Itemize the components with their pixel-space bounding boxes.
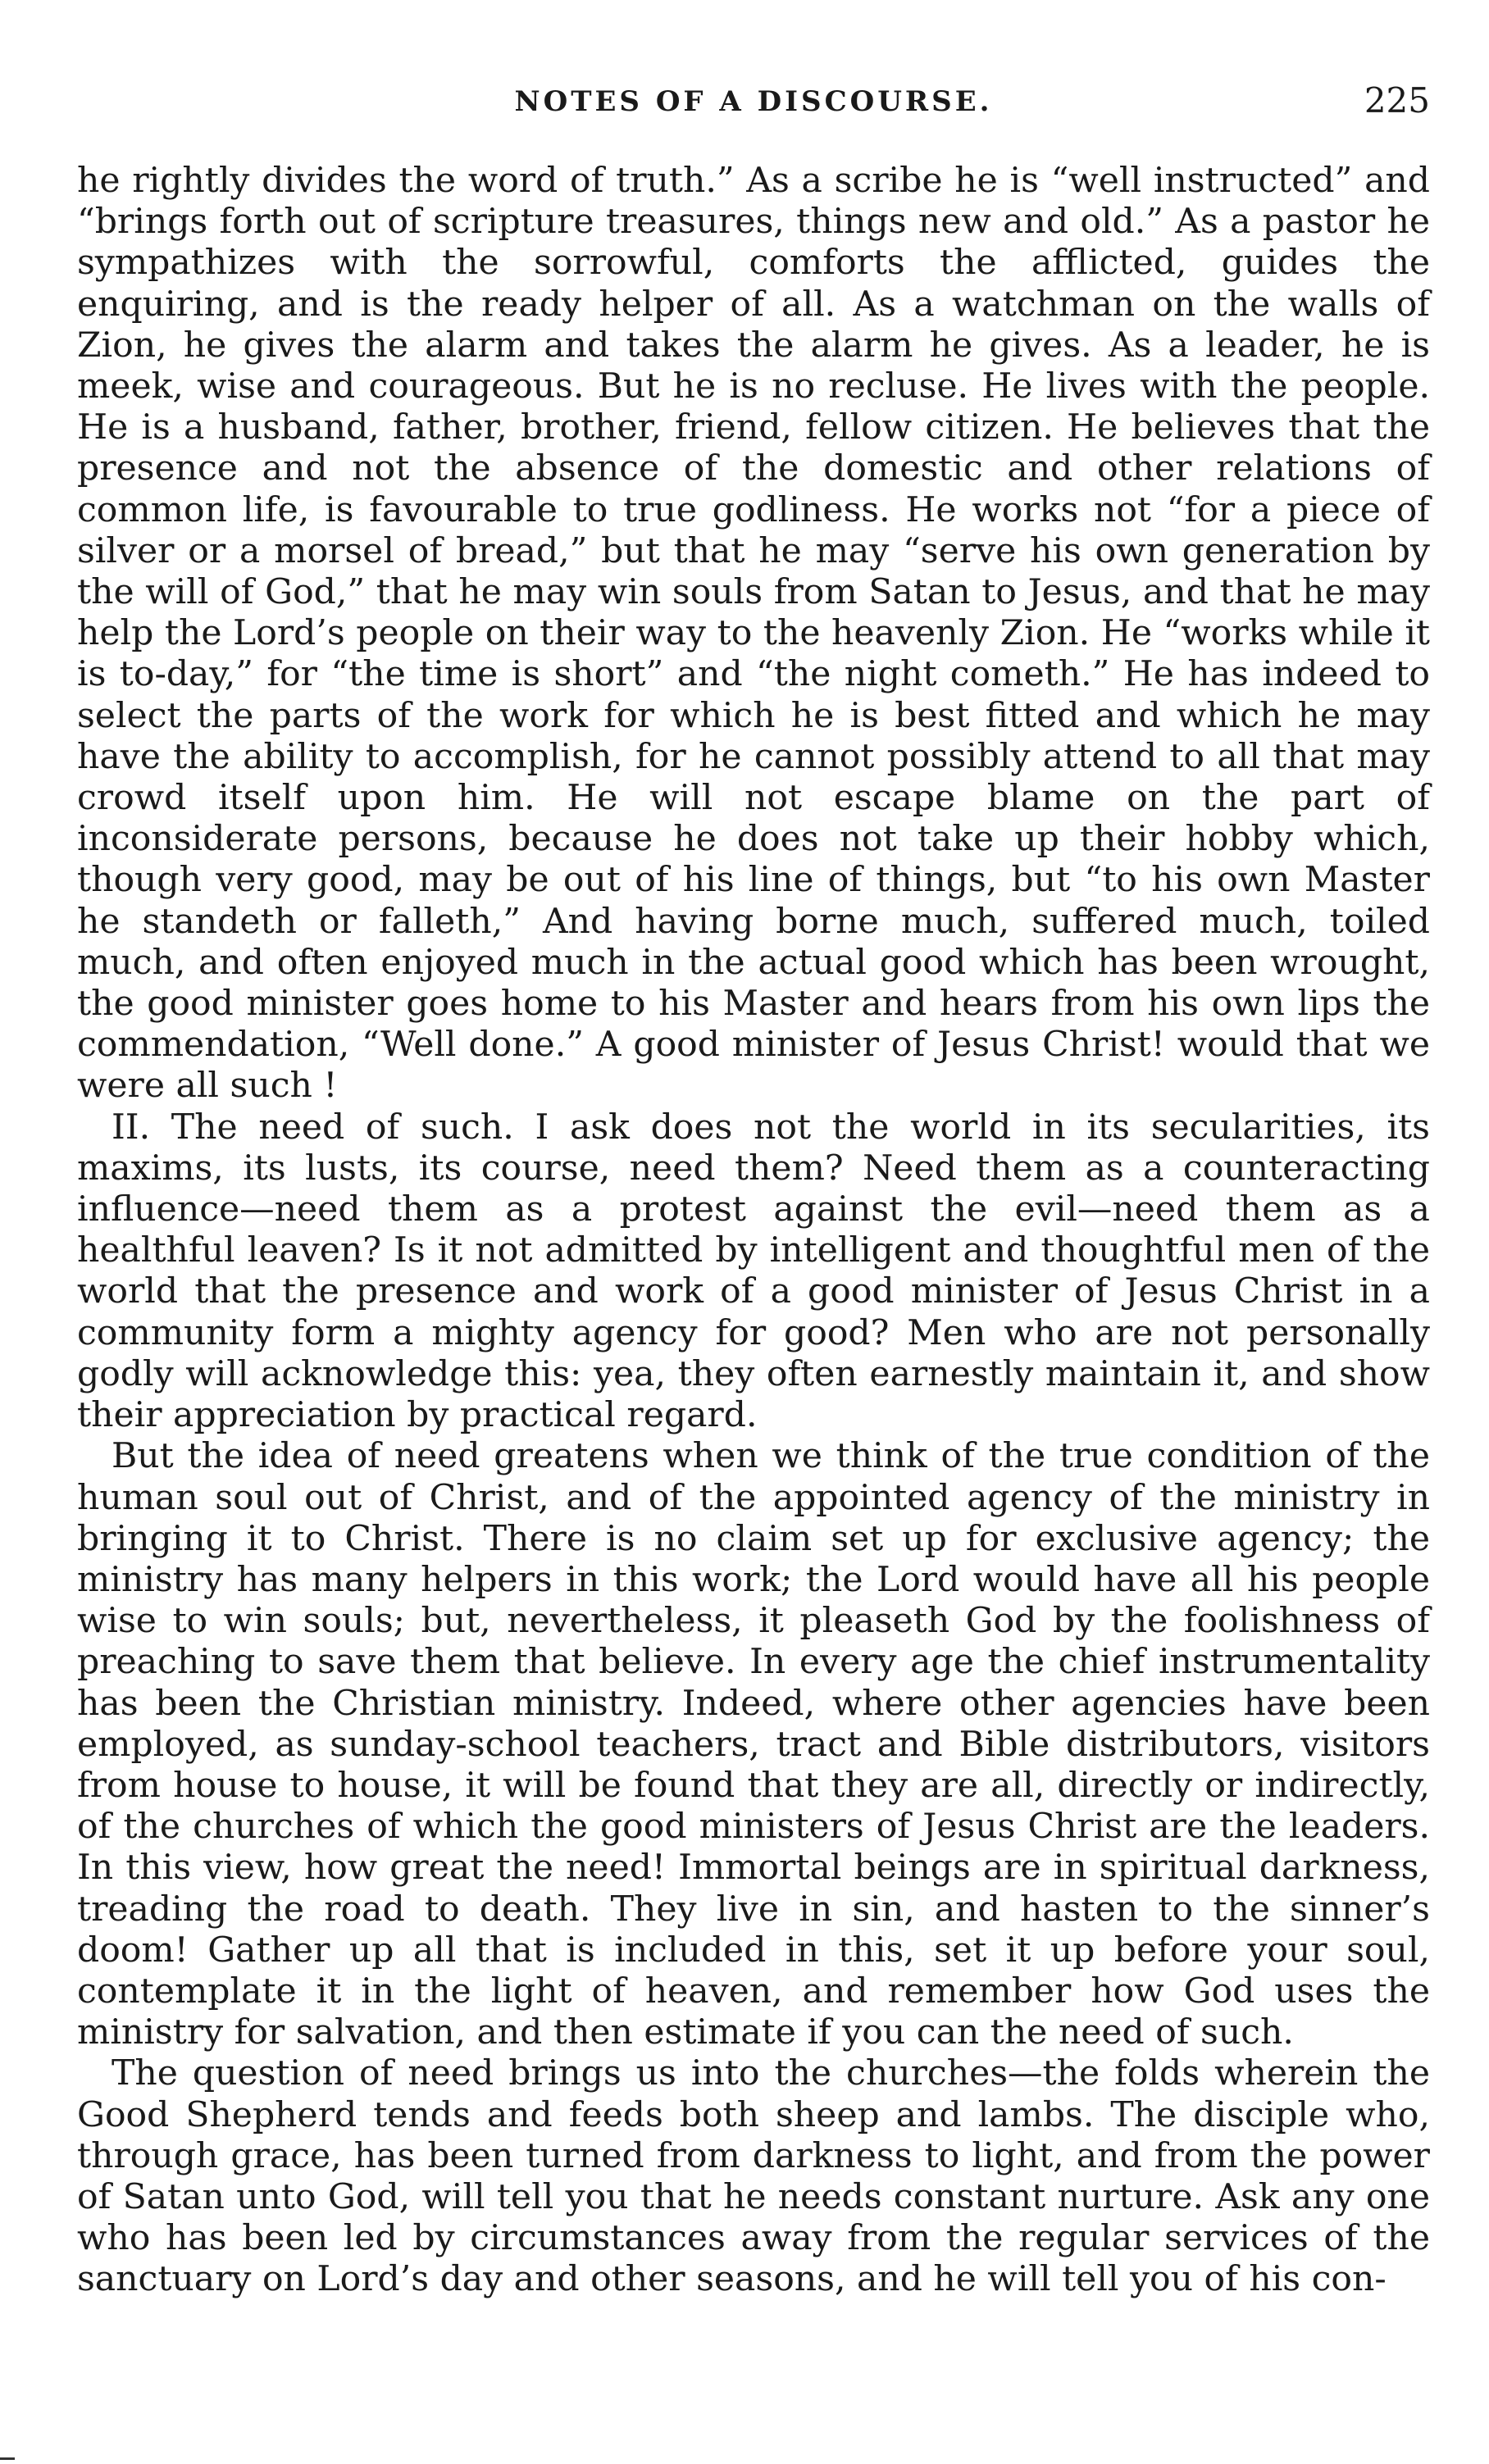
page-edge-mark (0, 2457, 15, 2460)
paragraph-question-of-need: The question of need brings us into the churches—the folds wherein the Good Shepherd tends and feeds both sheep and lambs. The disciple who, through grace, has been turned from darkness to light, and from the power of Satan unto God, will tell you that he needs constant nurture. Ask any one who has been led by circumstances away from the regular services of the sanctuary on Lord’s day and other seasons, and he will tell you of his con- (77, 2053, 1430, 2300)
book-page (77, 0, 1430, 2464)
page-body (77, 161, 1430, 2301)
paragraph-continuation: he rightly divides the word of truth.” As a scribe he is “well instructed” and “brings forth out of scripture treasures, things new and old.” As a pastor he sympathizes with the sorrowful, comforts the afflicted, guides the enquiring, and is the ready helper of all. As a watchman on the walls of Zion, he gives the alarm and takes the alarm he gives. As a leader, he is meek, wise and courageous. But he is no recluse. He lives with the people. He is a husband, father, brother, friend, fellow citizen. He believes that the presence and not the absence of the domestic and other relations of common life, is favourable to true godliness. He works not “for a piece of silver or a morsel of bread,” but that he may “serve his own generation by the will of God,” that he may win souls from Satan to Jesus, and that he may help the Lord’s people on their way to the heavenly Zion. He “works while it is to-day,” for “the time is short” and “the night cometh.” He has indeed to select the parts of the work for which he is best fitted and which he may have the ability to accomplish, for he cannot possibly attend to all that may crowd itself upon him. He will not escape blame on the part of inconsiderate persons, because he does not take up their hobby which, though very good, may be out of his line of things, but “to his own Master he standeth or falleth,” And having borne much, suffered much, toiled much, and often enjoyed much in the actual good which has been wrought, the good minister goes home to his Master and hears from his own lips the commendation, “Well done.” A good minister of Jesus Christ! would that we were all such ! (77, 161, 1430, 1107)
page-header (77, 80, 1430, 134)
paragraph-idea-of-need: But the idea of need greatens when we think of the true condition of the human soul out of Christ, and of the appointed agency of the ministry in bringing it to Christ. There is no claim set up for exclusive agency; the ministry has many helpers in this work; the Lord would have all his people wise to win souls; but, nevertheless, it pleaseth God by the foolishness of preaching to save them that believe. In every age the chief instrumentality has been the Christian ministry. Indeed, where other agencies have been employed, as sunday-school teachers, tract and Bible distributors, visitors from house to house, it will be found that they are all, directly or indirectly, of the churches of which the good ministers of Jesus Christ are the leaders. In this view, how great the need! Immortal beings are in spiritual darkness, treading the road to death. They live in sin, and hasten to the sinner’s doom! Gather up all that is included in this, set it up before your soul, contemplate it in the light of heaven, and remember how God uses the ministry for salvation, and then estimate if you can the need of such. (77, 1436, 1430, 2053)
paragraph-need-of-such: II. The need of such. I ask does not the world in its secularities, its maxims, its lusts, its course, need them? Need them as a counteracting influence—need them as a protest against the evil—need them as a healthful leaven? Is it not admitted by intelligent and thoughtful men of the world that the presence and work of a good minister of Jesus Christ in a community form a mighty agency for good? Men who are not personally godly will acknowledge this: yea, they often earnestly maintain it, and show their appreciation by practical regard. (77, 1107, 1430, 1436)
running-head: NOTES OF A DISCOURSE. (514, 85, 993, 118)
page-number: 225 (1364, 80, 1430, 120)
